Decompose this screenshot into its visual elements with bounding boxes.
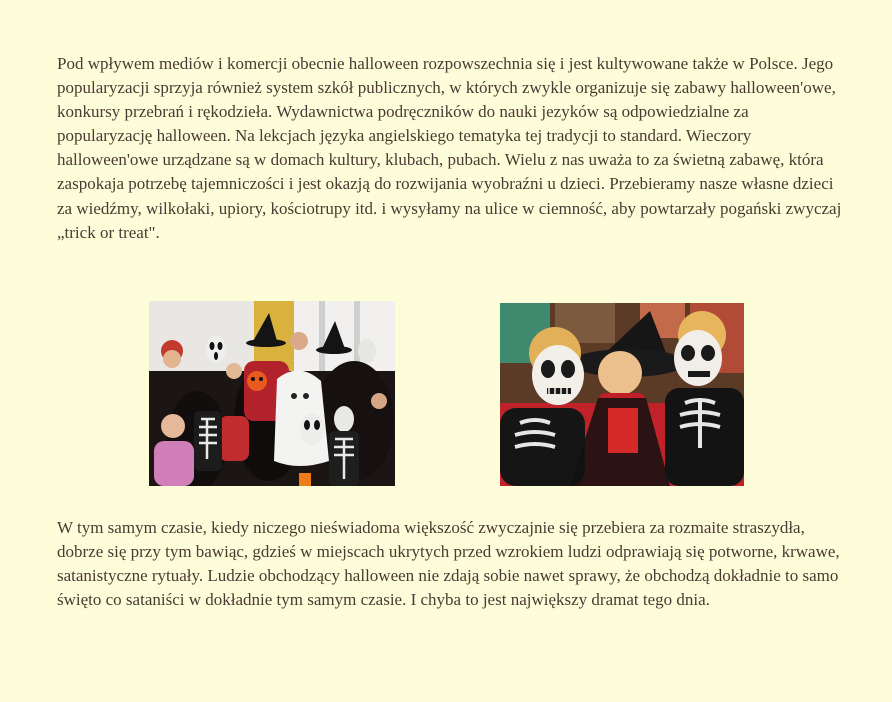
kids-photo-illustration (500, 303, 744, 486)
article-paragraph-1: Pod wpływem mediów i komercji obecnie halloween rozpowszechnia się i jest kultywowane także w Polsce. Jego popularyzacji sprzyja również system szkół publicznych, w których zwykle organizuje się zabawy halloween'owe, konkursy przebrań i rękodzieła. Wydawnictwa podręczników do nauki jezyków są odpowiedzialne za popularyzację halloween. Na lekcjach języka angielskiego tematyka tej tradycji to standard. Wieczory halloween'owe urządzane są w domach kultury, klubach, pubach. Wielu z nas uważa to za świetną zabawę, która zaspokaja potrzebę tajemniczości i jest okazją do rozwijania wyobraźni u dzieci. Przebieramy nasze własne dzieci za wiedźmy, wilkołaki, upiory, kościotrupy itd. i wysyłamy na ulice w ciemność, aby powtarzały pogański zwyczaj „trick or treat". (57, 54, 842, 242)
skeleton-face-paint-kids-photo (500, 303, 744, 486)
article-paragraph-2: W tym samym czasie, kiedy niczego nieświadoma większość zwyczajnie się przebiera za rozmaite straszydła, dobrze się przy tym bawiąc, gdzieś w miejscach ukrytych przed wzrokiem ludzi odprawiają się potworne, krwawe, satanistyczne rytuały. Ludzie obchodzący halloween nie zdają sobie nawet sprawy, że obchodzą dokładnie to samo święto co sataniści w dokładnie tym samym czasie. I chyba to jest największy dramat tego dnia. (57, 518, 840, 610)
costumed-children-group-photo (149, 301, 395, 486)
group-photo-illustration (149, 301, 395, 486)
